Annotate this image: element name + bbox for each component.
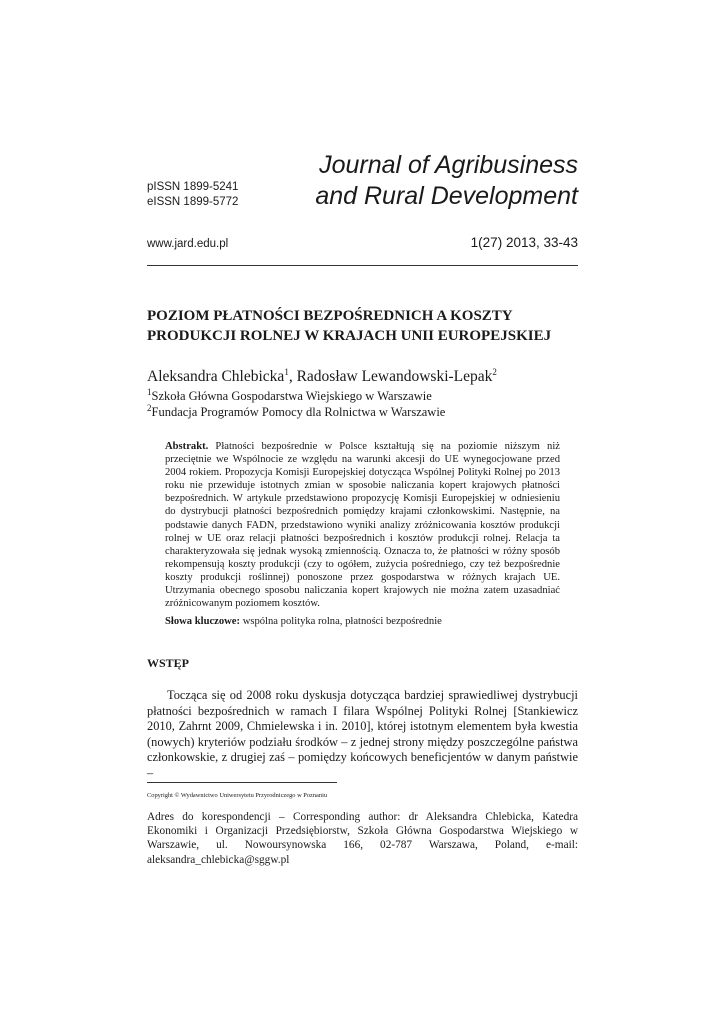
author-separator: , bbox=[288, 368, 297, 385]
affiliation-1 bbox=[147, 388, 445, 404]
keywords-label: Słowa kluczowe: bbox=[165, 616, 241, 627]
abstract-text: Płatności bezpośrednie w Polsce kształtują się na poziomie niższym niż przeciętnie we Wspólnocie ze względu na warunki akcesji do UE wynegocjowane przed 2004 rokiem. Propozycja Komisji Europejskiej dotycząca Wspólnej Polityki Rolnej po 2013 roku nie przewiduje istotnych zmian w sposobie naliczania kopert krajowych płatności bezpośrednich. W artykule przedstawiono propozycję Komisji Europejskiej w odniesieniu do dystrybucji płatności bezpośrednich pomiędzy krajami członkowskimi. Następnie, na podstawie danych FADN, przedstawiono wyniki analizy zróżnicowania kosztów produkcji rolnej w UE oraz relacji płatności bezpośrednich i kosztów produkcji rolnej. Relacja ta charakteryzowała się jednak wysoką zmiennością. Oznacza to, że płatności w różny sposób rekompensują koszty produkcji (czy to ogółem, zużycia pośredniego, czy też bezpośrednie koszty produkcji roślinnej) ponoszone przez gospodarstwa w różnych krajach UE. Utrzymania obecnego sposobu naliczania kopert krajowych nie można zatem uzasadniać zróżnicowanym poziomem kosztów. bbox=[165, 441, 560, 610]
copyright-notice: Copyright © Wydawnictwo Uniwersytetu Przyrodniczego w Poznaniu bbox=[147, 792, 328, 799]
journal-title-line2: and Rural Development bbox=[315, 182, 578, 210]
keywords bbox=[165, 616, 560, 627]
abstract bbox=[165, 440, 560, 610]
author-2-affiliation-mark: 2 bbox=[492, 366, 497, 377]
issue-info: 1(27) 2013, 33-43 bbox=[470, 235, 578, 250]
section-heading: WSTĘP bbox=[147, 656, 190, 670]
affiliation-2-text: Fundacja Programów Pomocy dla Rolnictwa w Warszawie bbox=[151, 405, 446, 419]
abstract-label: Abstrakt. bbox=[165, 441, 209, 452]
author-1-affiliation-mark: 1 bbox=[284, 366, 289, 377]
affiliation-1-text: Szkoła Główna Gospodarstwa Wiejskiego w Warszawie bbox=[151, 389, 432, 403]
authors bbox=[147, 368, 497, 386]
article-title-line2: PRODUKCJI ROLNEJ W KRAJACH UNII EUROPEJSKIEJ bbox=[147, 328, 552, 344]
affiliations bbox=[147, 388, 445, 420]
journal-title bbox=[315, 150, 578, 212]
issn-block bbox=[147, 180, 238, 210]
affiliation-2-mark: 2 bbox=[147, 402, 152, 413]
author-1: Aleksandra Chlebicka bbox=[147, 368, 285, 385]
article-title-line1: POZIOM PŁATNOŚCI BEZPOŚREDNICH A KOSZTY bbox=[147, 308, 513, 324]
pissn: pISSN 1899-5241 bbox=[147, 181, 239, 193]
intro-paragraph: Tocząca się od 2008 roku dyskusja dotycząca bardziej sprawiedliwej dystrybucji płatności bezpośrednich w ramach I filara Wspólnej Polityki Rolnej [Stankiewicz 2010, Zahrnt 2009, Chmielewska i in. 2010], której istotnym elementem była kwestia (nowych) kryteriów podziału środków – z jednej strony między poszczególne państwa członkowskie, z drugiej zaś – pomiędzy końcowych beneficjentów w danym państwie – bbox=[147, 688, 578, 780]
author-2: Radosław Lewandowski-Lepak bbox=[296, 368, 493, 385]
journal-website: www.jard.edu.pl bbox=[147, 238, 229, 250]
article-title bbox=[147, 306, 578, 346]
affiliation-1-mark: 1 bbox=[147, 386, 152, 397]
keywords-text: wspólna polityka rolna, płatności bezpośrednie bbox=[240, 616, 442, 627]
footnote-divider bbox=[147, 782, 337, 783]
affiliation-2 bbox=[147, 404, 445, 420]
eissn: eISSN 1899-5772 bbox=[147, 196, 239, 208]
header-divider bbox=[147, 265, 578, 266]
journal-title-line1: Journal of Agribusiness bbox=[319, 151, 578, 179]
correspondence-note: Adres do korespondencji – Corresponding author: dr Aleksandra Chlebicka, Katedra Ekonomiki i Organizacji Przedsiębiorstw, Szkoła Główna Gospodarstwa Wiejskiego w Warszawie, ul. Nowoursynowska 166, 02-787 Warszawa, Poland, e-mail: aleksandra_chlebicka@sggw.pl bbox=[147, 811, 578, 866]
